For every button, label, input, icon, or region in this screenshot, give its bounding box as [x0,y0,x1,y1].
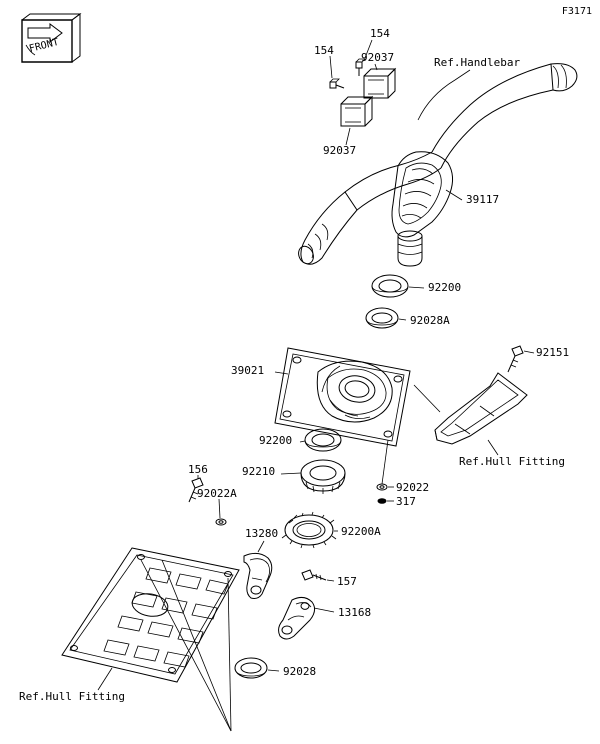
callout-13280: 13280 [245,527,279,540]
leader-92028 [268,670,279,671]
callout-156: 156 [188,463,208,476]
leader-39021-to-bracket [414,385,440,412]
leader-157 [327,580,334,581]
part-92028a-bushing [366,308,398,328]
part-92210-bearing [301,460,345,494]
callout-92028: 92028 [283,665,317,678]
callout-92210: 92210 [242,465,276,478]
leader-92151 [524,351,534,353]
callout-92028a: 92028A [410,314,450,327]
leader-154-left [330,56,332,78]
leader-13168 [314,608,334,612]
part-92200-top-washer [372,275,408,297]
ref-hull-fitting-plate-left [62,548,239,731]
callout-92200a: 92200A [341,525,381,538]
callout-92200-top: 92200 [428,281,462,294]
part-13280-holder [244,553,272,598]
front-arrow-badge [22,14,80,62]
callout-154-top: 154 [370,27,390,40]
part-92022a-washer [216,519,226,525]
callout-13168: 13168 [338,606,372,619]
callout-92151: 92151 [536,346,570,359]
part-92028-bushing [235,658,267,678]
callout-157: 157 [337,575,357,588]
ref-handlebar: Ref.Handlebar [434,56,521,69]
diagram-code: F3171 [561,6,592,17]
callout-92022: 92022 [396,481,430,494]
part-92200a-bearing-ring [282,512,336,548]
leader-39021 [275,372,288,374]
leader-ref-hull-fitting-left [98,668,112,690]
leader-39117 [446,190,462,200]
leader-92022-up [382,440,388,484]
leader-92028a [399,319,406,320]
bolt-154-lower [330,79,344,88]
leader-92022a [219,499,220,518]
leader-ref-hull-fitting-right [488,440,498,455]
ref-hull-fitting-left: Ref.Hull Fitting [19,690,125,703]
callout-92037-lower: 92037 [323,144,357,157]
clamp-92037-lower [341,97,372,126]
part-13168-lever [279,597,315,639]
callout-92200-mid: 92200 [259,434,293,447]
leader-92037-lower [346,128,350,145]
part-157-bolt [302,570,326,580]
callout-92022a: 92022A [197,487,237,500]
leader-13280 [258,541,264,552]
part-92151-bolt [508,346,523,372]
leader-92210 [281,473,301,474]
part-39021-base-plate [275,348,410,446]
callout-92037-top: 92037 [361,51,395,64]
callout-39117: 39117 [466,193,500,206]
part-317-washer [378,498,387,504]
callout-317: 317 [396,495,416,508]
leader-92200-mid [300,441,305,442]
part-39117-handle-pole [392,152,453,266]
ref-hull-fitting-right: Ref.Hull Fitting [459,455,565,468]
clamp-92037-upper [364,69,395,98]
svg-text:FRONT: FRONT [28,36,60,55]
callout-154-left: 154 [314,44,334,57]
callout-39021: 39021 [231,364,265,377]
ref-hull-fitting-bracket-right [435,373,527,444]
part-92022-washer [377,484,387,490]
leader-92200-top [409,287,424,288]
